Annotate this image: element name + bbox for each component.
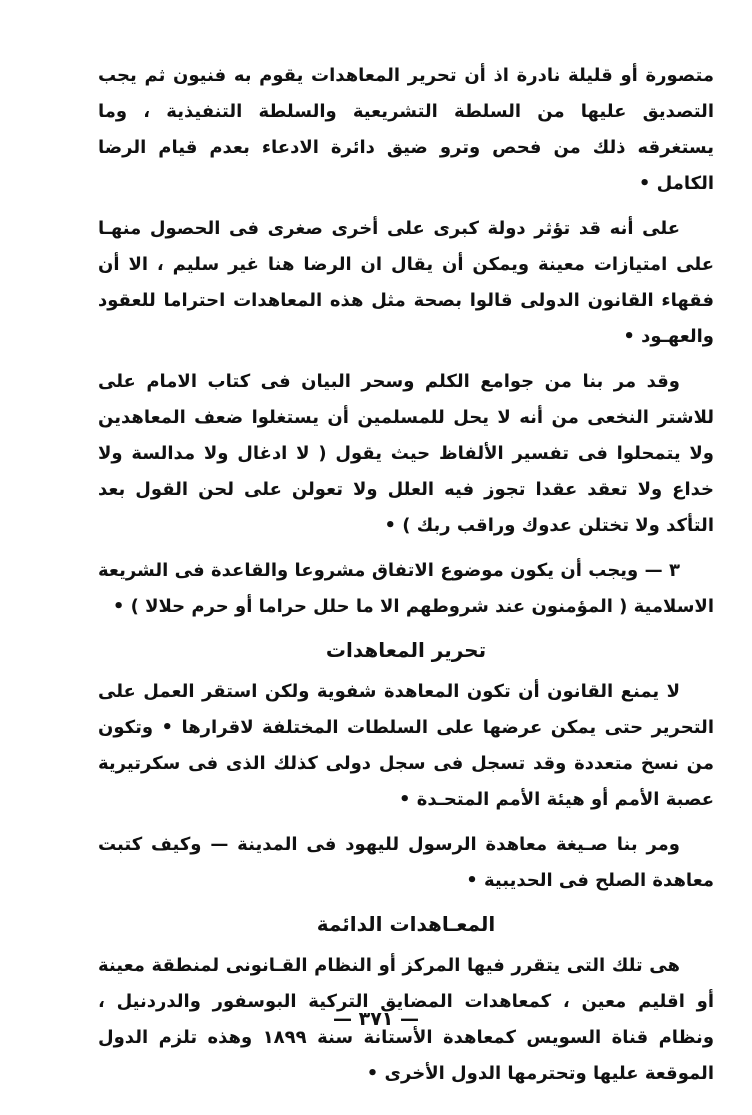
page-body xyxy=(98,58,714,1101)
paragraph-prophet-treaty: ومر بنا صـيغة معاهدة الرسول لليهود فى المدينة — وكيف كتبت معاهدة الصلح فى الحديبية • xyxy=(98,834,714,891)
paragraph-continuation: متصورة أو قليلة نادرة اذ أن تحرير المعاهدات يقوم به فنيون ثم يجب التصديق عليها من السلطة التشريعية والسلطة التنفيذية ، وما يستغرقه ذلك من فحص وترو ضيق دائرة الادعاء بعدم قيام الرضا الكامل • xyxy=(98,65,714,194)
paragraph-coercion: على أنه قد تؤثر دولة كبرى على أخرى صغرى فى الحصول منهـا على امتيازات معينة ويمكن أن يقال ان الرضا هنا غير سليم ، الا أن فقهاء القانون الدولى قالوا بصحة مثل هذه المعاهدات احتراما للعقود والعهـود • xyxy=(98,218,714,347)
paragraph-permanent-treaties: هى تلك التى يتقرر فيها المركز أو النظام القـانونى لمنطقة معينة أو اقليم معين ، كمعاهدات المضايق التركية البوسفور والدردنيل ، ونظام قناة السويس كمعاهدة الأستانة سنة ١٨٩٩ وهذه تلزم الدول الموقعة عليها وتحترمها الدول الأخرى • xyxy=(98,955,715,1084)
section-heading-treaty-drafting: تحرير المعاهدات xyxy=(325,638,487,662)
paragraph-written-treaties: لا يمنع القانون أن تكون المعاهدة شفوية ولكن استقر العمل على التحرير حتى يمكن عرضها على السلطات المختلفة لاقرارها • وتكون من نسخ متعددة وقد تسجل فى سجل دولى كذلك الذى فى سكرتيرية عصبة الأمم أو هيئة الأمم المتحـدة • xyxy=(98,681,714,810)
section-heading-permanent-treaties: المعـاهدات الدائمة xyxy=(316,912,496,936)
page-number: — ٣٧١ — xyxy=(332,1008,420,1030)
paragraph-imam-ali-letter: وقد مر بنا من جوامع الكلم وسحر البيان فى كتاب الامام على للاشتر النخعى من أنه لا يحل للمسلمين أن يستغلوا ضعف المعاهدين ولا يتمحلوا فى تفسير الألفاظ حيث يقول ( لا ادغال ولا مدالسة ولا خداع ولا تعقد عقدا تجوز فيه العلل ولا تعولن على لحن القول بعد التأكد ولا تختلن عدوك وراقب ربك ) • xyxy=(98,371,714,536)
paragraph-lawful-subject: ٣ — ويجب أن يكون موضوع الاتفاق مشروعا والقاعدة فى الشريعة الاسلامية ( المؤمنون عند شروطهم الا ما حلل حراما أو حرم حلالا ) • xyxy=(98,560,714,617)
